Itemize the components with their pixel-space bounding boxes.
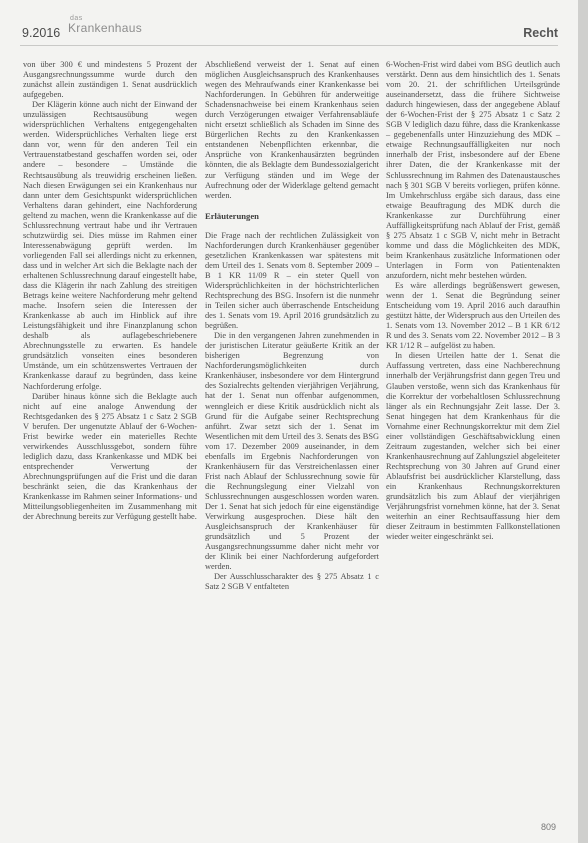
paragraph: Abschließend verweist der 1. Senat auf einen möglichen Ausgleichsanspruch des Krankenhauses wegen des Mehraufwands einer Krankenkasse bei Nachforderungen. In Gebühren für anderweitige Schadensnachweise bei einem Krankenhaus seien durch Verzögerungen etwaiger Verfahrensabläufe nicht ersetzt schließlich als Schaden im Sinne des Bürgerlichen Rechts zu den Krankenkassen entstandenen Nebenpflichten erkennbar, die Ansprüche von Krankenhausärzten begründen könnten, die als Beklagte dem Bundessozialgericht zur Verfügung ständen und im Wege der Aufrechnung oder der Widerklage geltend gemacht werden.: [205, 60, 379, 200]
page-edge: [578, 0, 588, 843]
paragraph: Darüber hinaus könne sich die Beklagte auch nicht auf eine analoge Anwendung der Rechtsgedanken des § 275 Absatz 1 c Satz 2 SGB V berufen. Der ungenutzte Ablauf der 6-Wochen-Frist bewirke weder ein materielles Rechte verwirkendes Ausschlussgebot, sondern führe lediglich dazu, dass Krankenkasse und MDK bei entsprechender Verwertung der Abrechnungsprüfungen auf die Frist und die daran beschränkt seien, die das Krankenhaus der Krankenkasse im Rahmen seiner Informations- und Mitteilungsobliegenheiten im Zusammenhang mit der Abrechnung bereits zur Verfügung gestellt habe.: [23, 391, 197, 522]
text-column-3: [386, 60, 560, 542]
page-number: 809: [540, 822, 556, 832]
page-header: [0, 0, 578, 52]
paragraph: von über 300 € und mindestens 5 Prozent der Ausgangsrechnungssumme wurde durch den zunächst allein zuständigen 1. Senat ausdrücklich aufgegeben.: [23, 60, 197, 100]
logo-prefix: das: [70, 15, 83, 22]
paragraph: In diesen Urteilen hatte der 1. Senat die Auffassung vertreten, dass eine Nachberechnung innerhalb der Verjährungsfrist dann gegen Treu und Glauben verstoße, wenn sich das Krankenhaus für die Korrektur der vorbehaltlosen Schlussrechnung länger als ein Rechnungsjahr Zeit lasse. Der 3. Senat hingegen hat dem Krankenhaus für die Vornahme einer Rechnungskorrektur mit dem Ziel einer vollständigen Geschäftsabwicklung einen Zeitraum zugestanden, welcher sich bei einer Krankenhausrechnung auf Zahlungsziel abgeleiteter Rechtsprechung von 30 Jahren auf Grund einer Ablaufsfrist bei ausdrücklicher Klarstellung, dass ein Krankenhaus Rechnungskorrekturen grundsätzlich bis zum Ablauf der vierjährigen Verjährungsfrist vornehmen könne, hat der 3. Senat weiterhin an einer Rechtsauffassung hier dem dieser Zeitraum in bestimmten Fallkonstellationen wieder weiter eingeschränkt sei.: [386, 351, 560, 542]
text-column-1: [23, 60, 197, 522]
paragraph: Der Klägerin könne auch nicht der Einwand der unzulässigen Rechtsausübung wegen widersprüchlichen Verhaltens entgegengehalten werden. Widersprüchliches Verhalten liege erst dann vor, wenn für den anderen Teil ein Vertrauenstatbestand geschaffen worden sei, oder andere – besondere – Umstände die Rechtsausübung als treuwidrig erscheinen ließen. Nach diesen Erwägungen sei ein Krankenhaus nur dann unter dem Gesichtspunkt widersprüchlichen Verhaltens daran gehindert, eine Nachforderung geltend zu machen, wenn die Krankenkasse auf die Schlussrechnung vertraut habe und ihr Vertrauen schutzwürdig sei. Dies müsse im Rahmen einer Interessenabwägung geprüft werden. Im vorliegenden Fall sei allerdings nicht zu erkennen, dass und in welcher Art sich die Beklagte nach der erhaltenen Schlussrechnung darauf eingestellt habe, dass die Klägerin ihr nach Zahlung des streitigen Betrags keine weitere Nachforderung mehr geltend mache. Insofern seien die Interessen der Krankenkasse ab auch im Hinblick auf ihre Leistungsfähigkeit und ihre Finanzplanung schon deshalb als auflagebeschriebenere Abrechnungsstelle zu erwarten. Es handele grundsätzlich vonseiten eines besonderen Umstände, um ein schützenswertes Vertrauen der Krankenkasse darauf zu begründen, dass keine Nachforderung erfolge.: [23, 100, 197, 391]
header-divider: [20, 45, 558, 46]
section-heading: Erläuterungen: [205, 210, 259, 221]
paragraph: Die in den vergangenen Jahren zunehmenden in der juristischen Literatur geäußerte Kritik an der bisherigen Begrenzung von Nachforderungsmöglichkeiten durch Krankenhäuser, insbesondere vor dem Hintergrund des Sozialrechts geltenden vierjährigen Verjährung, hat der 1. Senat nun offenbar aufgenommen, wenngleich er diese Kritik ausdrücklich nicht als Grund für die Aufgabe seiner Rechtsprechung anführt. Zwar setzt sich der 1. Senat im Wesentlichen mit dem Urteil des 3. Senats des BSG vom 17. Dezember 2009 auseinander, in dem ebenfalls im Ergebnis Nachforderungen von Krankenhäusern für das Verstreichenlassen einer Frist nach Ablauf der Schlussrechnung sowie für die Rechnungslegung einer Vielzahl von Schlussrechnungen ausgeschlossen worden waren. Der 1. Senat hat sich jedoch für eine eigenständige Verwirkung ausgesprochen. Diese hält den Ausgleichsanspruch der Krankenhäuser für grundsätzlich und 5 Prozent der Ausgangsrechnungssumme daher nicht mehr vor der Klinik bei einer Nachforderung aufgefordert werden.: [205, 331, 379, 572]
magazine-logo: Krankenhaus: [68, 21, 143, 35]
paragraph: Die Frage nach der rechtlichen Zulässigkeit von Nachforderungen durch Krankenhäuser gegenüber gesetzlichen Krankenkassen war spätestens mit dem Urteil des 1. Senats vom 8. September 2009 – B 1 KR 11/09 R – ein steter Quell von Widersprüchlichkeiten in der höchstrichterlichen Rechtsprechung des BSG. Insofern ist die nunmehr in Teilen sicher auch überraschende Entscheidung des 1. Senats vom 19. April 2016 grundsätzlich zu begrüßen.: [205, 230, 379, 331]
paragraph: 6-Wochen-Frist wird dabei vom BSG deutlich auch verstärkt. Denn aus dem hinsichtlich des 1. Senats vom 20. 21. der schriftlichen Urteilsgründe auseinandersetzt, dass die frühere Sichtweise dadurch hingewiesen, dass der angegebene Ablauf der 6-Wochen-Frist der § 275 Absatz 1 c Satz 2 SGB V lediglich dazu führe, dass die Krankenkasse – gegebenenfalls unter Hinzuziehung des MDK – etwaige Rechnungsauffälligkeiten nur noch innerhalb der Frist, insbesondere auf der Ebene ihrer Daten, die der Krankenkasse mit der Schlussrechnung im Rahmen des Datenaustausches nach § 301 SGB V bereits vorliegen, prüfen könne. Im Umkehrschluss ergäbe sich daraus, dass eine etwaige Beauftragung des MDK durch die Krankenkasse zur Durchführung einer Auffälligkeitsprüfung nach Ablauf der Frist, gemäß § 275 Absatz 1 c SGB V, nicht mehr in Betracht komme und dass die Möglichkeiten des MDK, beim Krankenhaus zusätzliche Informationen oder Unterlagen in Form von Patientenakten anzufordern, nicht mehr bestehen würden.: [386, 60, 560, 280]
paragraph: Es wäre allerdings begrüßenswert gewesen, wenn der 1. Senat die Begründung seiner Entscheidung vom 19. April 2016 auch daraufhin gestützt hätte, der Widerspruch aus den Urteilen des 1. Senats vom 13. November 2012 – B 1 KR 6/12 R und des 3. Senats vom 22. November 2012 – B 3 KR 1/12 R – aufgelöst zu haben.: [386, 281, 560, 351]
text-column-2: [205, 60, 379, 592]
paragraph: Der Ausschlusscharakter des § 275 Absatz 1 c Satz 2 SGB V entfalteten: [205, 572, 379, 592]
section-title: Recht: [523, 26, 558, 40]
issue-date: 9.2016: [22, 26, 61, 40]
